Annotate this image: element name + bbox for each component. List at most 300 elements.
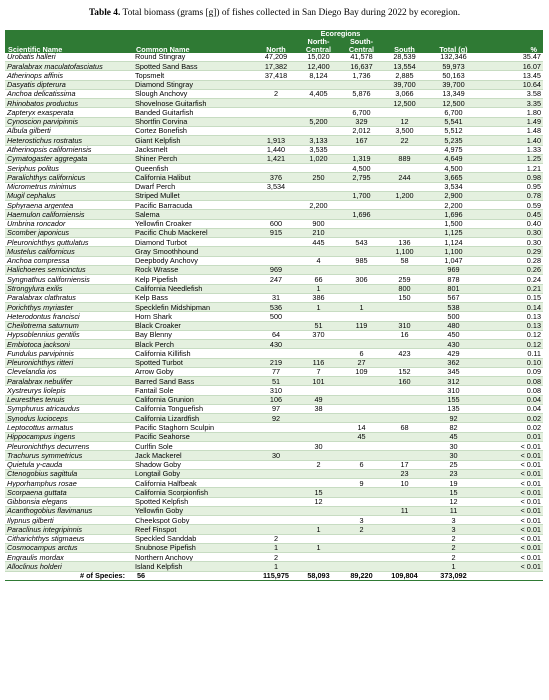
table-row: [5, 201, 543, 210]
common-name-cell: Slough Anchovy: [133, 89, 255, 98]
south-central-cell: [340, 265, 383, 274]
percent-cell: 0.13: [481, 312, 543, 321]
scientific-name-cell: Quietula y-cauda: [5, 460, 133, 469]
south-central-cell: [340, 497, 383, 506]
north-cell: 1: [255, 562, 297, 571]
percent-cell: 0.10: [481, 358, 543, 367]
table-row: [5, 108, 543, 117]
common-name-cell: Spotted Turbot: [133, 358, 255, 367]
south-cell: 17: [383, 460, 426, 469]
north-central-cell: [297, 247, 340, 256]
common-name-cell: Gray Smoothhound: [133, 247, 255, 256]
table-row: [5, 451, 543, 460]
total-cell: 155: [426, 395, 481, 404]
south-cell: [383, 210, 426, 219]
total-cell: 12: [426, 497, 481, 506]
south-cell: 152: [383, 367, 426, 376]
table-row: [5, 145, 543, 154]
south-cell: [383, 265, 426, 274]
percent-cell: 1.48: [481, 126, 543, 135]
total-south-central: 89,220: [340, 571, 383, 580]
south-cell: 3,066: [383, 89, 426, 98]
north-central-cell: 370: [297, 330, 340, 339]
common-name-cell: Shiner Perch: [133, 154, 255, 163]
north-central-cell: [297, 108, 340, 117]
south-cell: [383, 543, 426, 552]
south-central-cell: [340, 312, 383, 321]
scientific-name-cell: Hypsoblennius gentilis: [5, 330, 133, 339]
percent-cell: < 0.01: [481, 451, 543, 460]
total-cell: 30: [426, 442, 481, 451]
south-cell: [383, 442, 426, 451]
percent-cell: < 0.01: [481, 562, 543, 571]
percent-cell: < 0.01: [481, 506, 543, 515]
north-central-cell: 386: [297, 293, 340, 302]
scientific-name-cell: Umbrina roncador: [5, 219, 133, 228]
common-name-cell: Yellowfin Goby: [133, 506, 255, 515]
table-row: [5, 497, 543, 506]
scientific-name-cell: Scomber japonicus: [5, 228, 133, 237]
table-caption: [0, 8, 549, 18]
north-central-cell: 7: [297, 367, 340, 376]
north-cell: [255, 247, 297, 256]
total-cell: 82: [426, 423, 481, 432]
north-central-cell: [297, 562, 340, 571]
table-row: [5, 71, 543, 80]
total-cell: 450: [426, 330, 481, 339]
south-central-cell: [340, 284, 383, 293]
percent-cell: < 0.01: [481, 497, 543, 506]
table-row: [5, 117, 543, 126]
table-row: [5, 80, 543, 89]
header-row-columns: [5, 38, 543, 53]
total-cell: 567: [426, 293, 481, 302]
common-name-cell: Arrow Goby: [133, 367, 255, 376]
total-north: 115,975: [255, 571, 297, 580]
table-caption-text: Total biomass (grams [g]) of fishes collected in San Diego Bay during 2022 by ecoregion.: [122, 8, 461, 18]
scientific-name-cell: Dasyatis dipterura: [5, 80, 133, 89]
south-cell: 1,100: [383, 247, 426, 256]
scientific-name-cell: Haemulon californiensis: [5, 210, 133, 219]
common-name-cell: California Needlefish: [133, 284, 255, 293]
scientific-name-cell: Fundulus parvipinnis: [5, 349, 133, 358]
percent-cell: < 0.01: [481, 479, 543, 488]
common-name-cell: Black Croaker: [133, 321, 255, 330]
common-name-cell: Giant Kelpfish: [133, 136, 255, 145]
south-central-cell: 167: [340, 136, 383, 145]
north-cell: [255, 349, 297, 358]
percent-cell: 35.47: [481, 53, 543, 62]
south-cell: 1,200: [383, 191, 426, 200]
south-cell: [383, 312, 426, 321]
south-cell: 310: [383, 321, 426, 330]
percent-cell: 1.40: [481, 136, 543, 145]
south-central-cell: [340, 404, 383, 413]
common-name-cell: California Grunion: [133, 395, 255, 404]
south-cell: 58: [383, 256, 426, 265]
total-cell: 13,349: [426, 89, 481, 98]
north-central-cell: 8,124: [297, 71, 340, 80]
table-row: [5, 265, 543, 274]
scientific-name-cell: Hippocampus ingens: [5, 432, 133, 441]
south-central-cell: [340, 469, 383, 478]
table-row: [5, 191, 543, 200]
common-name-cell: California Halfbeak: [133, 479, 255, 488]
north-cell: 3,534: [255, 182, 297, 191]
common-name-cell: Horn Shark: [133, 312, 255, 321]
percent-cell: < 0.01: [481, 553, 543, 562]
north-cell: 2: [255, 89, 297, 98]
north-central-cell: [297, 80, 340, 89]
scientific-name-cell: Atherinops affinis: [5, 71, 133, 80]
table-row: [5, 377, 543, 386]
total-cell: 1: [426, 562, 481, 571]
north-central-cell: [297, 423, 340, 432]
total-cell: 5,541: [426, 117, 481, 126]
scientific-name-cell: Citharichthys stigmaeus: [5, 534, 133, 543]
total-cell: 1,047: [426, 256, 481, 265]
table-body: [5, 53, 543, 571]
total-cell: 969: [426, 265, 481, 274]
total-cell: 2: [426, 543, 481, 552]
table-row: [5, 293, 543, 302]
north-central-cell: [297, 99, 340, 108]
north-cell: [255, 525, 297, 534]
scientific-name-cell: Atherinopsis californiensis: [5, 145, 133, 154]
table-row: [5, 395, 543, 404]
col-header-percent: %: [530, 44, 537, 53]
south-cell: 28,539: [383, 53, 426, 62]
percent-cell: 0.30: [481, 238, 543, 247]
percent-cell: < 0.01: [481, 469, 543, 478]
common-name-cell: Black Perch: [133, 340, 255, 349]
total-cell: 362: [426, 358, 481, 367]
total-cell: 132,346: [426, 53, 481, 62]
table-row: [5, 210, 543, 219]
total-cell: 2: [426, 553, 481, 562]
table-row: [5, 432, 543, 441]
south-central-cell: 1: [340, 303, 383, 312]
total-cell: 23: [426, 469, 481, 478]
south-central-cell: [340, 414, 383, 423]
south-cell: [383, 534, 426, 543]
percent-cell: 0.15: [481, 293, 543, 302]
total-cell: 135: [426, 404, 481, 413]
scientific-name-cell: Micrometrus minimus: [5, 182, 133, 191]
south-cell: [383, 164, 426, 173]
total-cell: 429: [426, 349, 481, 358]
north-central-cell: 2: [297, 460, 340, 469]
north-central-cell: [297, 553, 340, 562]
north-cell: 17,382: [255, 62, 297, 71]
scientific-name-cell: Anchoa compressa: [5, 256, 133, 265]
north-cell: 30: [255, 451, 297, 460]
common-name-cell: Deepbody Anchovy: [133, 256, 255, 265]
common-name-cell: Shadow Goby: [133, 460, 255, 469]
table-row: [5, 330, 543, 339]
common-name-cell: Topsmelt: [133, 71, 255, 80]
south-central-cell: [340, 201, 383, 210]
south-central-cell: [340, 293, 383, 302]
south-cell: [383, 386, 426, 395]
percent-cell: < 0.01: [481, 534, 543, 543]
north-cell: 106: [255, 395, 297, 404]
south-central-cell: [340, 219, 383, 228]
north-central-cell: [297, 414, 340, 423]
south-cell: [383, 145, 426, 154]
north-cell: [255, 126, 297, 135]
scientific-name-cell: Trachurus symmetricus: [5, 451, 133, 460]
total-cell: 345: [426, 367, 481, 376]
percent-cell: 0.11: [481, 349, 543, 358]
table-row: [5, 506, 543, 515]
percent-cell: 10.64: [481, 80, 543, 89]
common-name-cell: Dwarf Perch: [133, 182, 255, 191]
south-central-cell: [340, 340, 383, 349]
common-name-cell: Banded Guitarfish: [133, 108, 255, 117]
north-central-cell: 15,020: [297, 53, 340, 62]
col-header-south: South: [394, 44, 415, 53]
total-cell: 19: [426, 479, 481, 488]
north-central-cell: 66: [297, 275, 340, 284]
north-central-cell: 4,405: [297, 89, 340, 98]
scientific-name-cell: Synodus lucioceps: [5, 414, 133, 423]
north-central-cell: 38: [297, 404, 340, 413]
south-cell: 160: [383, 377, 426, 386]
table-row: [5, 358, 543, 367]
table-row: [5, 284, 543, 293]
south-cell: [383, 404, 426, 413]
south-central-cell: 16,637: [340, 62, 383, 71]
table-row: [5, 423, 543, 432]
south-central-cell: 6,700: [340, 108, 383, 117]
percent-cell: 0.08: [481, 386, 543, 395]
total-cell: 45: [426, 432, 481, 441]
south-central-cell: 1,696: [340, 210, 383, 219]
north-cell: [255, 488, 297, 497]
common-name-cell: Shovelnose Guitarfish: [133, 99, 255, 108]
table-row: [5, 173, 543, 182]
total-cell: 3,534: [426, 182, 481, 191]
south-cell: [383, 108, 426, 117]
north-central-cell: [297, 312, 340, 321]
table-row: [5, 89, 543, 98]
scientific-name-cell: Rhinobatos productus: [5, 99, 133, 108]
total-cell: 3: [426, 516, 481, 525]
percent-cell: < 0.01: [481, 488, 543, 497]
percent-cell: 0.02: [481, 414, 543, 423]
south-cell: 3,500: [383, 126, 426, 135]
south-cell: 2,885: [383, 71, 426, 80]
common-name-cell: Queenfish: [133, 164, 255, 173]
common-name-cell: Diamond Turbot: [133, 238, 255, 247]
north-cell: [255, 506, 297, 515]
south-central-cell: [340, 247, 383, 256]
total-cell: 50,163: [426, 71, 481, 80]
common-name-cell: Island Kelpfish: [133, 562, 255, 571]
total-cell: 11: [426, 506, 481, 515]
common-name-cell: Spotted Sand Bass: [133, 62, 255, 71]
south-central-cell: [340, 80, 383, 89]
table-row: [5, 414, 543, 423]
total-cell: 15: [426, 488, 481, 497]
north-cell: [255, 321, 297, 330]
percent-cell: 0.12: [481, 330, 543, 339]
south-cell: [383, 340, 426, 349]
total-cell: 39,700: [426, 80, 481, 89]
south-central-cell: [340, 543, 383, 552]
total-cell: 2,200: [426, 201, 481, 210]
total-cell: 1,125: [426, 228, 481, 237]
percent-cell: 0.04: [481, 395, 543, 404]
north-central-cell: [297, 182, 340, 191]
scientific-name-cell: Porichthys myriaster: [5, 303, 133, 312]
common-name-cell: Fantail Sole: [133, 386, 255, 395]
percent-cell: 16.07: [481, 62, 543, 71]
scientific-name-cell: Anchoa delicatissima: [5, 89, 133, 98]
north-cell: 51: [255, 377, 297, 386]
scientific-name-cell: Sphyraena argentea: [5, 201, 133, 210]
south-central-cell: [340, 330, 383, 339]
table-row: [5, 543, 543, 552]
common-name-cell: Kelp Bass: [133, 293, 255, 302]
percent-cell: 0.40: [481, 219, 543, 228]
total-south: 109,804: [383, 571, 426, 580]
percent-cell: 0.98: [481, 173, 543, 182]
scientific-name-cell: Cymatogaster aggregata: [5, 154, 133, 163]
percent-cell: 0.02: [481, 423, 543, 432]
south-cell: 22: [383, 136, 426, 145]
north-central-cell: 900: [297, 219, 340, 228]
north-cell: 536: [255, 303, 297, 312]
total-cell: 801: [426, 284, 481, 293]
south-central-cell: 2,012: [340, 126, 383, 135]
scientific-name-cell: Cynoscion parvipinnis: [5, 117, 133, 126]
total-cell: 3: [426, 525, 481, 534]
south-central-cell: [340, 553, 383, 562]
south-central-cell: 4,500: [340, 164, 383, 173]
scientific-name-cell: Halichoeres semicinctus: [5, 265, 133, 274]
north-central-cell: 1: [297, 284, 340, 293]
common-name-cell: California Lizardfish: [133, 414, 255, 423]
table-row: [5, 182, 543, 191]
percent-cell: 0.21: [481, 284, 543, 293]
percent-cell: 0.12: [481, 340, 543, 349]
percent-cell: 0.13: [481, 321, 543, 330]
percent-cell: 0.29: [481, 247, 543, 256]
south-cell: [383, 488, 426, 497]
north-cell: [255, 479, 297, 488]
south-cell: 16: [383, 330, 426, 339]
north-central-cell: 1: [297, 525, 340, 534]
north-cell: 64: [255, 330, 297, 339]
percent-cell: 3.58: [481, 89, 543, 98]
species-count-label: # of Species:: [5, 571, 133, 580]
total-cell: 1,500: [426, 219, 481, 228]
percent-cell: 1.21: [481, 164, 543, 173]
north-central-cell: [297, 506, 340, 515]
south-cell: 12,500: [383, 99, 426, 108]
total-cell: 1,696: [426, 210, 481, 219]
percent-cell: 1.49: [481, 117, 543, 126]
common-name-cell: Cheekspot Goby: [133, 516, 255, 525]
percent-cell: < 0.01: [481, 516, 543, 525]
common-name-cell: Reef Finspot: [133, 525, 255, 534]
north-central-cell: 15: [297, 488, 340, 497]
scientific-name-cell: Xystreurys liolepis: [5, 386, 133, 395]
common-name-cell: Pacific Chub Mackerel: [133, 228, 255, 237]
common-name-cell: Curlfin Sole: [133, 442, 255, 451]
north-central-cell: [297, 164, 340, 173]
common-name-cell: California Halibut: [133, 173, 255, 182]
scientific-name-cell: Acanthogobius flavimanus: [5, 506, 133, 515]
percent-cell: 1.25: [481, 154, 543, 163]
common-name-cell: Jacksmelt: [133, 145, 255, 154]
scientific-name-cell: Gibbonsia elegans: [5, 497, 133, 506]
col-header-north: North: [266, 44, 286, 53]
north-central-cell: [297, 191, 340, 200]
north-cell: 1: [255, 543, 297, 552]
scientific-name-cell: Scorpaena guttata: [5, 488, 133, 497]
scientific-name-cell: Strongylura exilis: [5, 284, 133, 293]
table-row: [5, 469, 543, 478]
total-cell: 6,700: [426, 108, 481, 117]
scientific-name-cell: Leptocottus armatus: [5, 423, 133, 432]
total-cell: 4,500: [426, 164, 481, 173]
south-cell: [383, 516, 426, 525]
north-cell: [255, 210, 297, 219]
scientific-name-cell: Ilypnus gilberti: [5, 516, 133, 525]
south-cell: 889: [383, 154, 426, 163]
south-central-cell: [340, 228, 383, 237]
scientific-name-cell: Seriphus politus: [5, 164, 133, 173]
common-name-cell: California Tonguefish: [133, 404, 255, 413]
percent-cell: 0.95: [481, 182, 543, 191]
north-cell: 1,421: [255, 154, 297, 163]
table-row: [5, 247, 543, 256]
total-cell: 1,124: [426, 238, 481, 247]
north-cell: 37,418: [255, 71, 297, 80]
scientific-name-cell: Pleuronichthys decurrens: [5, 442, 133, 451]
north-cell: 969: [255, 265, 297, 274]
north-central-cell: 30: [297, 442, 340, 451]
scientific-name-cell: Zapteryx exasperata: [5, 108, 133, 117]
common-name-cell: California Scorpionfish: [133, 488, 255, 497]
north-cell: [255, 108, 297, 117]
table-row: [5, 479, 543, 488]
north-cell: 915: [255, 228, 297, 237]
common-name-cell: Diamond Stingray: [133, 80, 255, 89]
percent-cell: 0.24: [481, 275, 543, 284]
common-name-cell: Round Stingray: [133, 53, 255, 62]
total-cell: 2,900: [426, 191, 481, 200]
south-cell: 12: [383, 117, 426, 126]
north-central-cell: 1: [297, 303, 340, 312]
common-name-cell: Speckled Sanddab: [133, 534, 255, 543]
north-central-cell: [297, 349, 340, 358]
scientific-name-cell: Cosmocampus arctus: [5, 543, 133, 552]
south-cell: 68: [383, 423, 426, 432]
south-cell: [383, 497, 426, 506]
total-cell: 2: [426, 534, 481, 543]
table-row: [5, 126, 543, 135]
north-central-cell: 3,535: [297, 145, 340, 154]
total-cell: 878: [426, 275, 481, 284]
north-cell: 92: [255, 414, 297, 423]
north-cell: 2: [255, 534, 297, 543]
north-cell: [255, 117, 297, 126]
south-cell: 150: [383, 293, 426, 302]
